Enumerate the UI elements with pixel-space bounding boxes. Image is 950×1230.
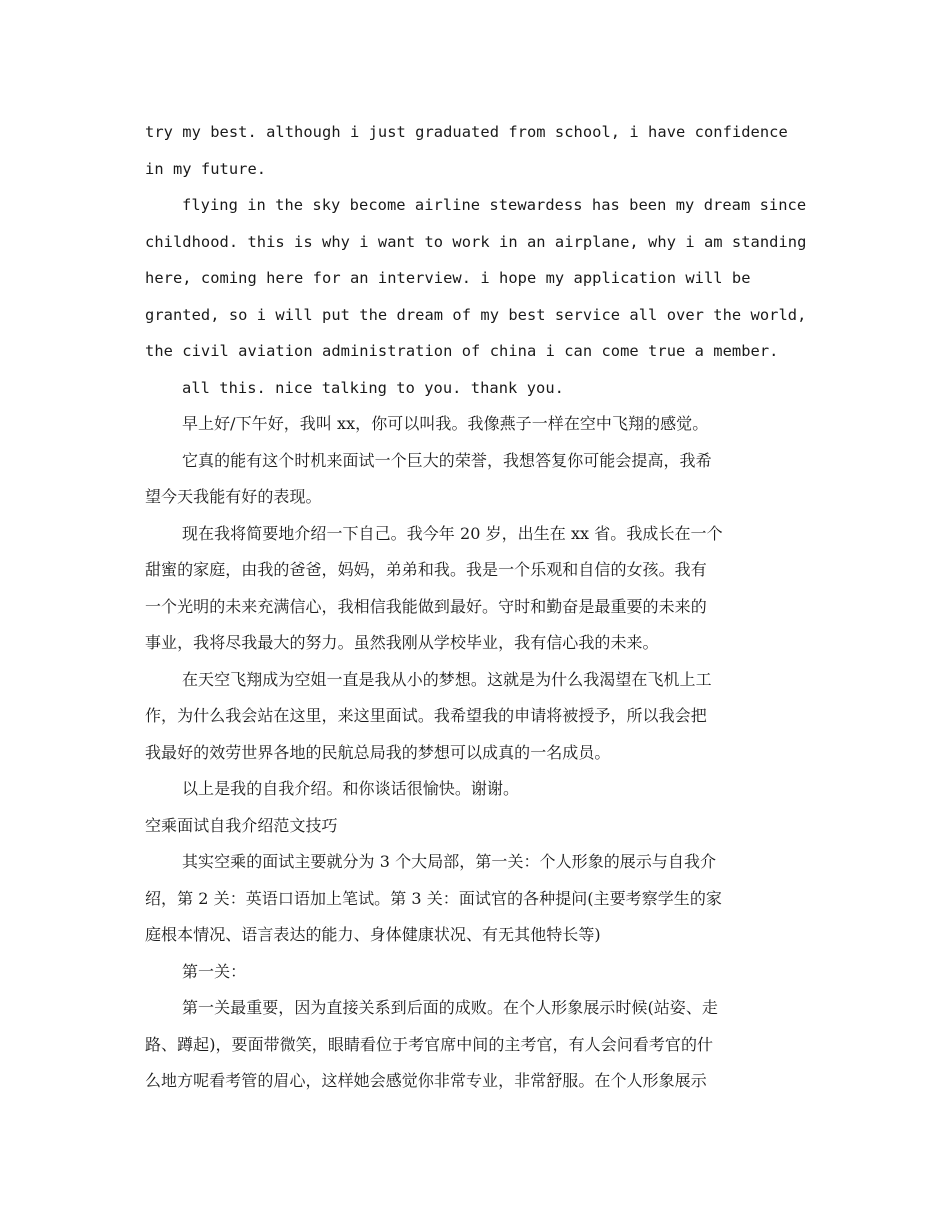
document-body [145, 114, 813, 1100]
text-line: 么地方呢看考管的眉心，这样她会感觉你非常专业，非常舒服。在个人形象展示 [145, 1071, 707, 1090]
section-heading: 空乘面试自我介绍范文技巧 [145, 815, 338, 835]
text-line: try my best. although i just graduated from school, i have confidence [145, 123, 788, 141]
text-line: 以上是我的自我介绍。和你谈话很愉快。谢谢。 [182, 779, 520, 798]
text-line: childhood. this is why i want to work in an airplane, why i am standing [145, 232, 807, 251]
text-line: 路、蹲起)，要面带微笑，眼睛看位于考官席中间的主考官，有人会问看考官的什 [145, 1034, 714, 1054]
text-line: 现在我将简要地介绍一下自己。我今年 20 岁，出生在 xx 省。我成长在一个 [182, 523, 723, 543]
text-line: 第一关最重要，因为直接关系到后面的成败。在个人形象展示时候(站姿、走 [182, 998, 718, 1017]
text-line: 庭根本情况、语言表达的能力、身体健康状况、有无其他特长等) [145, 925, 601, 944]
text-line: 一个光明的未来充满信心，我相信我能做到最好。守时和勤奋是最重要的未来的 [145, 596, 707, 616]
text-line: flying in the sky become airline stewardess has been my dream since [182, 196, 807, 214]
text-line: 绍，第 2 关：英语口语加上笔试。第 3 关：面试官的各种提问(主要考察学生的家 [145, 888, 722, 908]
text-line: 事业，我将尽我最大的努力。虽然我刚从学校毕业，我有信心我的未来。 [145, 633, 659, 652]
text-line: all this. nice talking to you. thank you. [182, 378, 564, 397]
text-line: the civil aviation administration of china i can come true a member. [145, 342, 779, 360]
text-line: 作，为什么我会站在这里，来这里面试。我希望我的申请将被授予，所以我会把 [145, 706, 707, 725]
text-line: in my future. [145, 159, 267, 178]
text-line: here, coming here for an interview. i hope my application will be [145, 269, 751, 287]
text-line: 其实空乘的面试主要就分为 3 个大局部，第一关：个人形象的展示与自我介 [182, 852, 717, 871]
text-line: 在天空飞翔成为空姐一直是我从小的梦想。这就是为什么我渴望在飞机上工 [182, 669, 712, 689]
text-line: granted, so i will put the dream of my best service all over the world, [145, 305, 807, 324]
text-line: 我最好的效劳世界各地的民航总局我的梦想可以成真的一名成员。 [145, 742, 611, 762]
text-line: 它真的能有这个时机来面试一个巨大的荣誉，我想答复你可能会提高，我希 [182, 450, 712, 470]
document-page [145, 114, 813, 1100]
text-line: 第一关： [182, 961, 247, 981]
text-line: 甜蜜的家庭，由我的爸爸，妈妈，弟弟和我。我是一个乐观和自信的女孩。我有 [145, 560, 707, 579]
text-line: 早上好/下午好，我叫 xx，你可以叫我。我像燕子一样在空中飞翔的感觉。 [182, 414, 709, 433]
text-line: 望今天我能有好的表现。 [145, 487, 322, 506]
